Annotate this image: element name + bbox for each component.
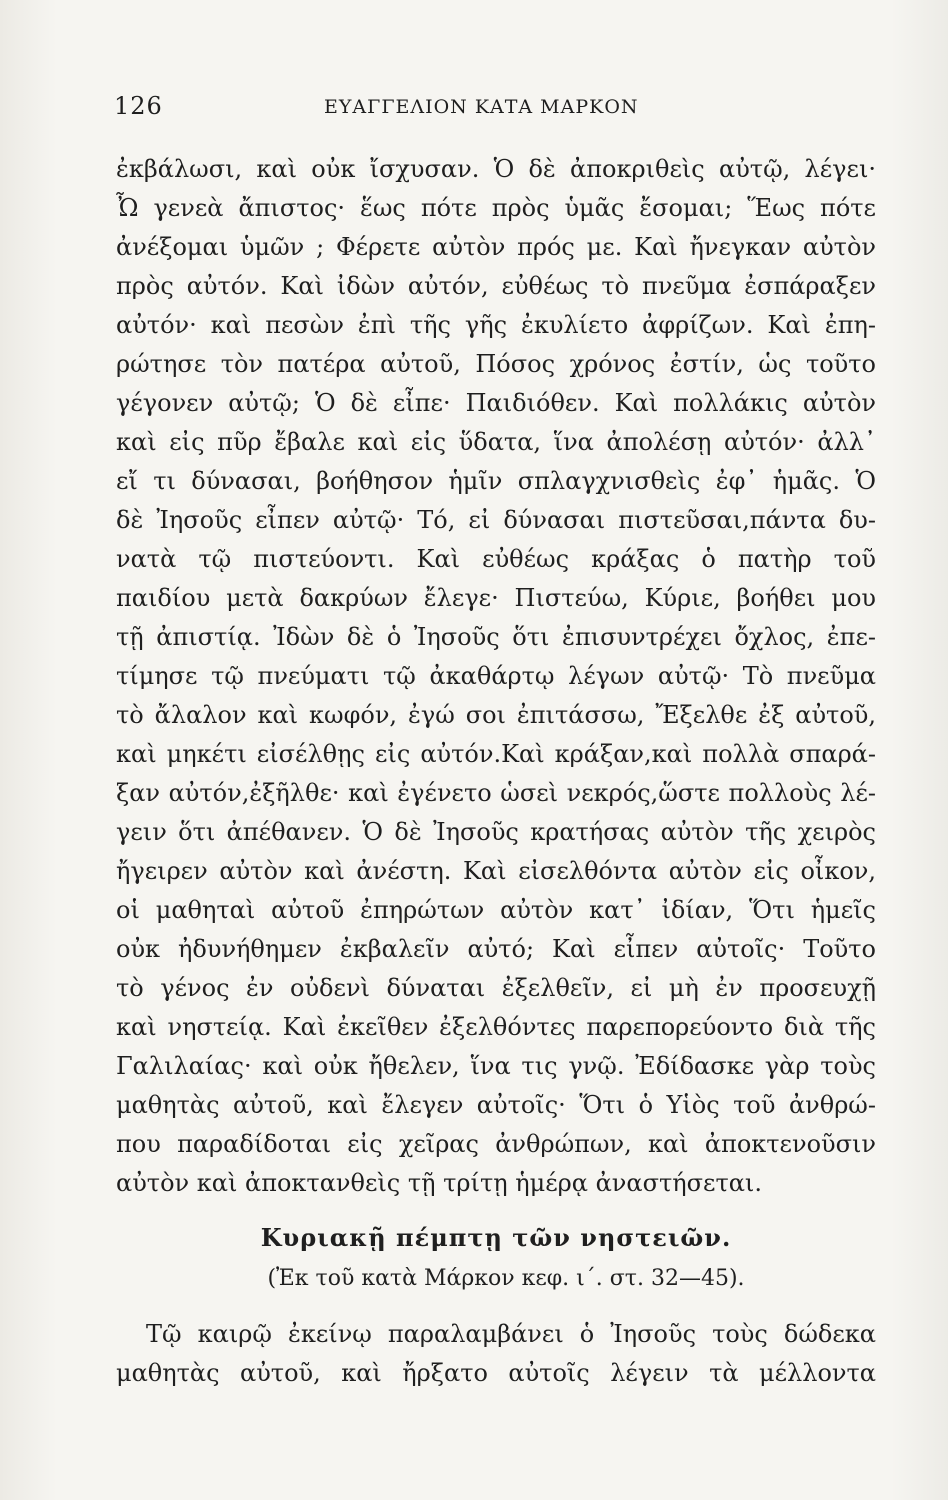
text-line: μαθητὰς αὐτοῦ, καὶ ἔλεγεν αὐτοῖς· Ὅτι ὁ Υἱὸς τοῦ ἀνθρώ- <box>116 1091 876 1119</box>
text-line: ἀνέξομαι ὑμῶν ; Φέρετε αὐτὸν πρός με. Καὶ ἤνεγκαν αὐτὸν <box>116 233 876 261</box>
text-line: τὸ γένος ἐν οὐδενὶ δύναται ἐξελθεῖν, εἰ μὴ ἐν προσευχῇ <box>116 974 876 1002</box>
text-line: που παραδίδοται εἰς χεῖρας ἀνθρώπων, καὶ ἀποκτενοῦσιν <box>116 1130 876 1158</box>
text-line: καὶ νηστείᾳ. Καὶ ἐκεῖθεν ἐξελθόντες παρεπορεύοντο διὰ τῆς <box>116 1013 876 1041</box>
text-line: Γαλιλαίας· καὶ οὐκ ἤθελεν, ἵνα τις γνῷ. Ἐδίδασκε γὰρ τοὺς <box>116 1052 876 1080</box>
text-line: ἤγειρεν αὐτὸν καὶ ἀνέστη. Καὶ εἰσελθόντα αὐτὸν εἰς οἶκον, <box>116 857 876 885</box>
text-line: τίμησε τῷ πνεύματι τῷ ἀκαθάρτῳ λέγων αὐτῷ· Τὸ πνεῦμα <box>116 662 876 690</box>
text-line: αὐτὸν καὶ ἀποκτανθεὶς τῇ τρίτῃ ἡμέρᾳ ἀναστήσεται. <box>116 1169 762 1197</box>
text-line: παιδίου μετὰ δακρύων ἔλεγε· Πιστεύω, Κύριε, βοήθει μου <box>116 584 876 612</box>
text-line: καὶ εἰς πῦρ ἔβαλε καὶ εἰς ὕδατα, ἵνα ἀπολέσῃ αὐτόν· ἀλλ᾽ <box>116 428 876 456</box>
text-line: γειν ὅτι ἀπέθανεν. Ὁ δὲ Ἰησοῦς κρατήσας αὐτὸν τῆς χειρὸς <box>116 818 876 846</box>
text-line: γέγονεν αὐτῷ; Ὁ δὲ εἶπε· Παιδιόθεν. Καὶ πολλάκις αὐτὸν <box>116 389 876 417</box>
paragraph-gap <box>116 1299 876 1315</box>
text-line: Ὦ γενεὰ ἄπιστος· ἕως πότε πρὸς ὑμᾶς ἔσομαι; Ἕως πότε <box>116 194 876 222</box>
page-header <box>114 92 874 128</box>
text-line: οἱ μαθηταὶ αὐτοῦ ἐπηρώτων αὐτὸν κατ᾽ ἰδίαν, Ὅτι ἡμεῖς <box>116 896 876 924</box>
scripture-reference: (Ἐκ τοῦ κατὰ Μάρκον κεφ. ι΄. στ. 32—45). <box>267 1266 745 1291</box>
text-line: Τῷ καιρῷ ἐκείνῳ παραλαμβάνει ὁ Ἰησοῦς τοὺς δώδεκα <box>146 1320 876 1348</box>
text-line: ἐκβάλωσι, καὶ οὐκ ἴσχυσαν. Ὁ δὲ ἀποκριθεὶς αὐτῷ, λέγει· <box>116 155 876 183</box>
text-line: ρώτησε τὸν πατέρα αὐτοῦ, Πόσος χρόνος ἐστίν, ὡς τοῦτο <box>116 350 876 378</box>
text-line: εἴ τι δύνασαι, βοήθησον ἡμῖν σπλαγχνισθεὶς ἐφ᾽ ἡμᾶς. Ὁ <box>116 467 876 495</box>
text-line: τὸ ἄλαλον καὶ κωφόν, ἐγώ σοι ἐπιτάσσω, Ἔξελθε ἐξ αὐτοῦ, <box>116 701 876 729</box>
page-body <box>116 150 876 1393</box>
text-line: δὲ Ἰησοῦς εἶπεν αὐτῷ· Τό, εἰ δύνασαι πιστεῦσαι,πάντα δυ- <box>116 506 876 534</box>
text-line: νατὰ τῷ πιστεύοντι. Καὶ εὐθέως κράξας ὁ πατὴρ τοῦ <box>116 545 876 573</box>
page-number: 126 <box>114 92 163 120</box>
text-line: καὶ μηκέτι εἰσέλθῃς εἰς αὐτόν.Καὶ κράξαν,καὶ πολλὰ σπαρά- <box>116 740 876 768</box>
running-title: ΕΥΑΓΓΕΛΙΟΝ ΚΑΤΑ ΜΑΡΚΟΝ <box>324 96 639 118</box>
text-line: μαθητὰς αὐτοῦ, καὶ ἤρξατο αὐτοῖς λέγειν τὰ μέλλοντα <box>116 1359 876 1387</box>
text-line: οὐκ ἠδυνήθημεν ἐκβαλεῖν αὐτό; Καὶ εἶπεν αὐτοῖς· Τοῦτο <box>116 935 876 963</box>
section-heading: Κυριακῇ πέμπτῃ τῶν νηστειῶν. <box>260 1223 732 1252</box>
text-line: πρὸς αὐτόν. Καὶ ἰδὼν αὐτόν, εὐθέως τὸ πνεῦμα ἐσπάραξεν <box>116 272 876 300</box>
text-line: τῇ ἀπιστίᾳ. Ἰδὼν δὲ ὁ Ἰησοῦς ὅτι ἐπισυντρέχει ὄχλος, ἐπε- <box>116 623 876 651</box>
text-line: ξαν αὐτόν,ἐξῆλθε· καὶ ἐγένετο ὡσεὶ νεκρός,ὥστε πολλοὺς λέ- <box>116 779 876 807</box>
text-line: αὐτόν· καὶ πεσὼν ἐπὶ τῆς γῆς ἐκυλίετο ἀφρίζων. Καὶ ἐπη- <box>116 311 876 339</box>
